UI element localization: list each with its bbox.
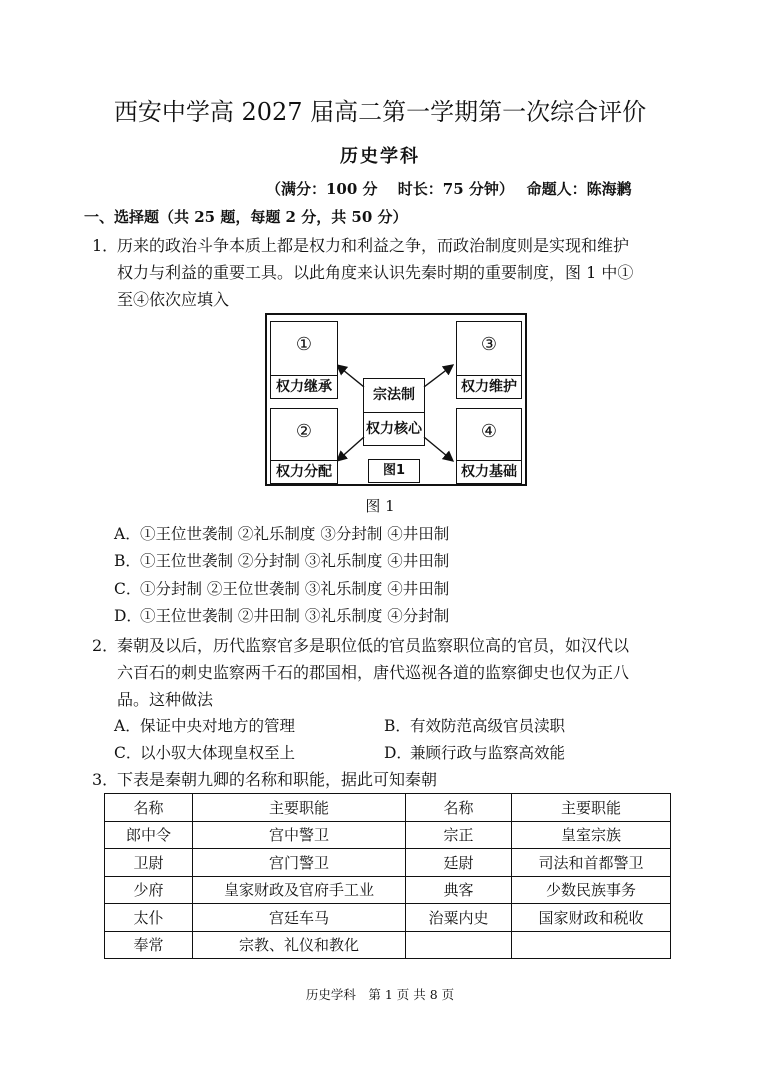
- box-mark: ①: [295, 334, 313, 355]
- option-text: 以小驭大体现皇权至上: [140, 744, 296, 762]
- page-footer: 历史学科 第 1 页 共 8 页: [305, 987, 455, 1002]
- table-header-cell: 名称: [105, 794, 193, 822]
- option-label: C．: [114, 744, 142, 762]
- box-mark: ④: [480, 421, 498, 442]
- q2-option-c: [114, 741, 295, 763]
- figure-caption: 图 1: [365, 497, 395, 515]
- table-cell: [512, 931, 671, 959]
- table-cell: 皇家财政及官府手工业: [193, 876, 406, 904]
- table-cell: 宫中警卫: [193, 821, 406, 849]
- table-cell: 卫尉: [105, 849, 193, 877]
- table-row: [105, 931, 671, 959]
- option-text: ①王位世袭制 ②分封制 ③礼乐制度 ④井田制: [140, 552, 450, 570]
- box-label: 权力继承: [271, 375, 337, 398]
- option-label: A．: [114, 525, 141, 543]
- center-top-label: 宗法制: [373, 387, 415, 403]
- table-cell: 廷尉: [406, 849, 512, 877]
- option-label: B．: [114, 552, 141, 570]
- arrow-to-box-3: [424, 365, 453, 387]
- question-number: 1．: [92, 236, 119, 255]
- diagram-box-4: [456, 408, 522, 484]
- question-text-line: 下表是秦朝九卿的名称和职能，据此可知秦朝: [117, 770, 438, 789]
- table-cell: 郎中令: [105, 821, 193, 849]
- option-text: ①分封制 ②王位世袭制 ③礼乐制度 ④井田制: [140, 580, 450, 598]
- table-header-cell: 名称: [406, 794, 512, 822]
- table-cell: 太仆: [105, 904, 193, 932]
- diagram-box-2: [270, 408, 338, 484]
- diagram-center-box: [363, 378, 425, 446]
- option-label: C．: [114, 580, 142, 598]
- diagram-box-1: [270, 321, 338, 399]
- table-cell: 少数民族事务: [512, 876, 671, 904]
- option-text: 保证中央对地方的管理: [140, 717, 296, 735]
- table-cell: 典客: [406, 876, 512, 904]
- arrow-to-box-1: [337, 365, 364, 387]
- table-row: [105, 821, 671, 849]
- table-cell: 皇室宗族: [512, 821, 671, 849]
- table-row: [105, 849, 671, 877]
- q2-option-d: [384, 741, 565, 763]
- table-cell: [406, 931, 512, 959]
- table-cell: 宫廷车马: [193, 904, 406, 932]
- section-heading: 一、选择题（共 25 题，每题 2 分，共 50 分）: [84, 208, 408, 226]
- option-label: B．: [384, 717, 411, 735]
- box-label: 权力分配: [271, 460, 337, 483]
- question-number: 2．: [92, 636, 119, 655]
- question-text-line: 历来的政治斗争本质上都是权力和利益之争，而政治制度则是实现和维护: [117, 236, 630, 255]
- box-label: 权力基础: [457, 460, 521, 483]
- diagram-inner-caption: 图1: [368, 459, 420, 483]
- table-cell: 少府: [105, 876, 193, 904]
- option-text: 有效防范高级官员渎职: [410, 717, 566, 735]
- question-2: [92, 632, 692, 713]
- question-3: [92, 766, 692, 793]
- q1-option-b: [114, 549, 449, 571]
- q2-option-b: [384, 714, 565, 736]
- option-label: D．: [114, 607, 142, 625]
- box-mark: ②: [295, 421, 313, 442]
- exam-title: 西安中学高 2027 届高二第一学期第一次综合评价: [113, 98, 647, 126]
- table-cell: 宗教、礼仪和教化: [193, 931, 406, 959]
- q1-option-d: [114, 604, 449, 626]
- arrow-to-box-4: [424, 437, 453, 461]
- question-1: [92, 232, 692, 313]
- question-text-line: 品。这种做法: [117, 690, 214, 709]
- box-label: 权力维护: [457, 375, 521, 398]
- q1-option-c: [114, 577, 449, 599]
- question-text-line: 秦朝及以后，历代监察官多是职位低的官员监察职位高的官员，如汉代以: [117, 636, 630, 655]
- subject-heading: 历史学科: [340, 146, 420, 167]
- center-bottom-label: 权力核心: [364, 412, 424, 446]
- table-row: [105, 876, 671, 904]
- q2-option-a: [114, 714, 295, 736]
- table-cell: 奉常: [105, 931, 193, 959]
- question-text-line: 权力与利益的重要工具。以此角度来认识先秦时期的重要制度，图 1 中①: [117, 263, 634, 282]
- option-text: 兼顾行政与监察高效能: [410, 744, 566, 762]
- nine-ministers-table: [104, 793, 671, 959]
- table-header-cell: 主要职能: [193, 794, 406, 822]
- question-text-line: 六百石的刺史监察两千石的郡国相，唐代巡视各道的监察御史也仅为正八: [117, 663, 630, 682]
- exam-meta: （满分：100 分 时长：75 分钟） 命题人：陈海鹣: [266, 180, 632, 198]
- table-cell: 司法和首都警卫: [512, 849, 671, 877]
- question-text-line: 至④依次应填入: [117, 290, 230, 309]
- table-cell: 国家财政和税收: [512, 904, 671, 932]
- option-label: A．: [114, 717, 141, 735]
- table-cell: 宗正: [406, 821, 512, 849]
- table-cell: 宫门警卫: [193, 849, 406, 877]
- table-header-row: [105, 794, 671, 822]
- figure-1-diagram: [265, 313, 527, 486]
- option-text: ①王位世袭制 ②礼乐制度 ③分封制 ④井田制: [140, 525, 450, 543]
- question-number: 3．: [92, 770, 119, 789]
- diagram-box-3: [456, 321, 522, 399]
- box-mark: ③: [480, 334, 498, 355]
- table-row: [105, 904, 671, 932]
- table-cell: 治粟内史: [406, 904, 512, 932]
- option-label: D．: [384, 744, 412, 762]
- option-text: ①王位世袭制 ②井田制 ③礼乐制度 ④分封制: [140, 607, 450, 625]
- table-header-cell: 主要职能: [512, 794, 671, 822]
- arrow-to-box-2: [337, 437, 364, 461]
- q1-option-a: [114, 522, 449, 544]
